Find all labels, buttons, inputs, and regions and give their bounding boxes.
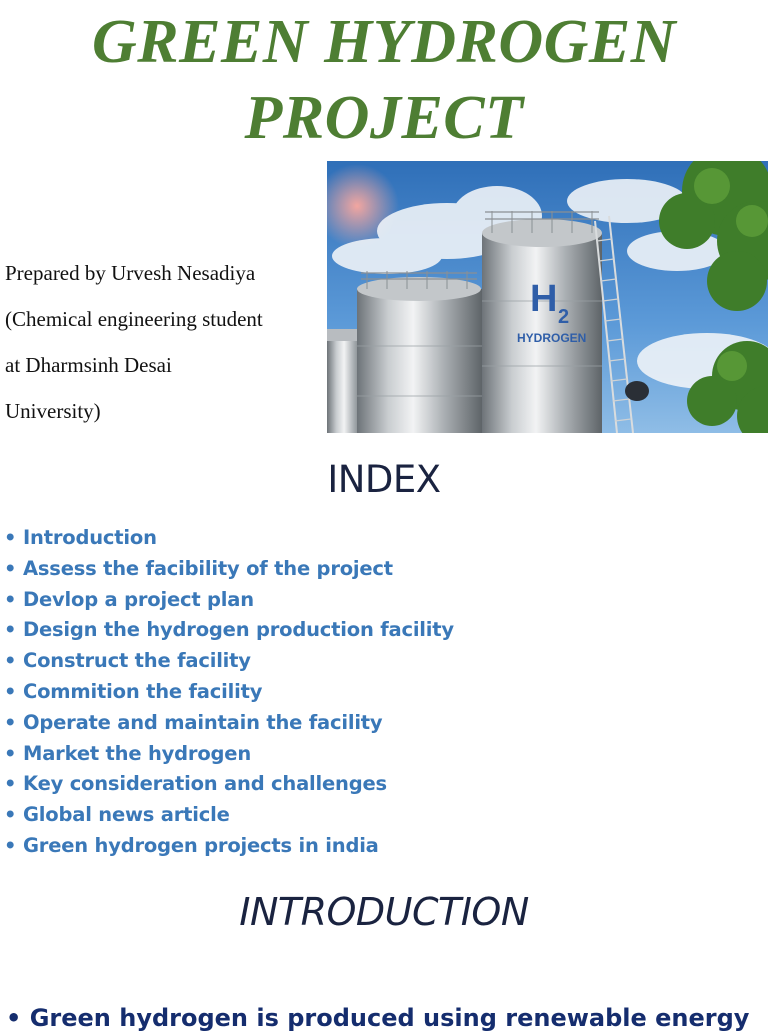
index-item-label: Introduction xyxy=(23,526,157,549)
tank-label-symbol: H xyxy=(530,278,558,320)
bullet-icon: • xyxy=(4,587,17,611)
author-line: (Chemical engineering student xyxy=(5,307,263,331)
index-item xyxy=(4,769,454,800)
index-item-label: Market the hydrogen xyxy=(23,741,252,765)
bullet-icon: • xyxy=(4,710,17,734)
bullet-icon: • xyxy=(4,772,17,796)
index-item xyxy=(4,646,454,677)
index-item xyxy=(4,585,454,616)
index-item-label: Devlop a project plan xyxy=(23,587,254,611)
tank-label-text: HYDROGEN xyxy=(517,331,587,345)
document-title xyxy=(0,4,768,156)
index-item-label: Commition the facility xyxy=(23,679,263,703)
index-item-label: Construct the facility xyxy=(23,649,251,673)
index-item-label: Green hydrogen projects in india xyxy=(23,833,379,857)
bullet-icon: • xyxy=(4,526,17,549)
index-item xyxy=(4,554,454,585)
bullet-icon: • xyxy=(4,741,17,765)
index-item xyxy=(4,739,454,770)
bullet-icon: • xyxy=(4,679,17,703)
index-list xyxy=(4,523,454,862)
index-item-label: Assess the facibility of the project xyxy=(23,556,393,580)
index-item xyxy=(4,523,454,554)
index-item-label: Design the hydrogen production facility xyxy=(23,618,454,642)
bullet-icon: • xyxy=(4,556,17,580)
introduction-heading: INTRODUCTION xyxy=(239,890,529,934)
index-item xyxy=(4,615,454,646)
author-line: at Dharmsinh Desai xyxy=(5,353,172,377)
tank-label-subscript: 2 xyxy=(558,306,570,328)
bullet-icon: • xyxy=(4,618,17,642)
index-item xyxy=(4,708,454,739)
author-block xyxy=(5,250,325,434)
author-line: University) xyxy=(5,399,101,423)
index-item xyxy=(4,677,454,708)
index-item xyxy=(4,800,454,831)
hydrogen-tanks-photo xyxy=(327,161,768,433)
index-item-label: Operate and maintain the facility xyxy=(23,710,383,734)
index-item-label: Key consideration and challenges xyxy=(23,772,387,796)
index-item xyxy=(4,831,454,862)
index-heading: INDEX xyxy=(327,458,441,501)
author-line: Prepared by Urvesh Nesadiya xyxy=(5,261,256,285)
title-line-2: PROJECT xyxy=(244,84,524,152)
bullet-icon: • xyxy=(4,649,17,673)
introduction-first-bullet: • Green hydrogen is produced using renewable energy xyxy=(6,1004,750,1032)
bullet-icon: • xyxy=(4,803,17,827)
bullet-icon: • xyxy=(4,833,17,857)
index-item-label: Global news article xyxy=(23,803,230,827)
title-line-1: GREEN HYDROGEN xyxy=(91,8,676,76)
